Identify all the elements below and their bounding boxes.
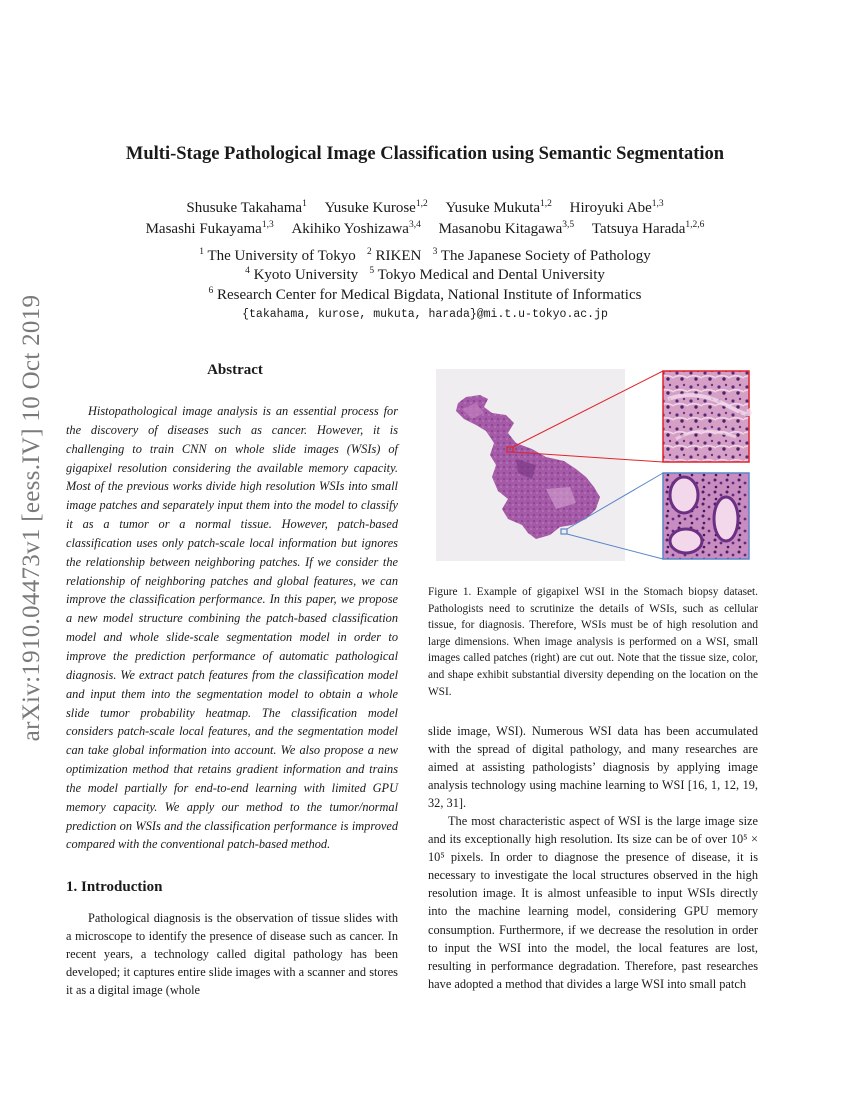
author: Akihiko Yoshizawa$^{3,4}$ xyxy=(291,220,421,237)
abstract-body: Histopathological image analysis is an essential process for the discovery of diseases such as cancer. However, it is challenging to train CNN on whole slide images (WSIs) of gigapixel resolution considering the available memory capacity. Most of the previous works divide high resolution WSIs into small image patches and separately input them into the model to classify it as a tumor or a normal tissue. However, patch-based classification uses only patch-scale local information but ignores the relationship between neighboring patches. If we consider the relationship of neighboring patches and global features, we can improve the classification performance. In this paper, we propose a new model structure combining the patch-based classification model and whole slide-scale segmentation model in order to improve the prediction performance of automatic pathological diagnosis. We extract patch features from the classification model and input them into the segmentation model to obtain a whole slide tumor probability heatmap. The classification model considers patch-scale local features, and the segmentation model can take global information into account. We also propose a new optimization method that retains gradient information and trains the model partially for end-to-end learning with limited GPU memory capacity. We apply our method to the tumor/normal prediction on WSIs and the classification performance is improved compared with the conventional patch-based method. xyxy=(66,404,398,852)
section-heading-introduction: 1. Introduction xyxy=(66,879,163,895)
body-paragraph: slide image, WSI). Numerous WSI data has been accumulated with the spread of digital pathology, and many researches are aimed at assisting pathologists’ diagnosis by applying image analysis technology using machine learning to WSI [16, 1, 12, 19, 32, 31]. xyxy=(428,724,758,811)
introduction-body: Pathological diagnosis is the observation of tissue slides with a microscope to identify the presence of disease such as cancer. In recent years, a technology called digital pathology has been developed; it captures entire slide images with a scanner and stores it as a digital image (whole xyxy=(66,911,398,998)
affiliation-line-2: $^4$ Kyoto University $^5$ Tokyo Medical and Dental University xyxy=(245,266,605,283)
paper-title: Multi-Stage Pathological Image Classification using Semantic Segmentation xyxy=(125,144,725,164)
author: Yusuke Mukuta$^{1,2}$ xyxy=(445,199,552,216)
inline-math: 10⁵ × 10⁵ xyxy=(428,832,758,865)
affiliation-line-3: $^6$ Research Center for Medical Bigdata, National Institute of Informatics xyxy=(208,286,642,303)
affiliation-line-1: $^1$ The University of Tokyo $^2$ RIKEN $^3$ The Japanese Society of Pathology xyxy=(199,247,651,264)
author-line-1 xyxy=(60,200,790,217)
author: Tatsuya Harada$^{1,2,6}$ xyxy=(591,220,705,237)
author-line-2 xyxy=(60,221,790,238)
author: Shusuke Takahama$^1$ xyxy=(186,199,307,216)
figure-wsi-patches xyxy=(436,369,752,561)
author: Masanobu Kitagawa$^{3,5}$ xyxy=(438,220,575,237)
arxiv-stamp-text: arXiv:1910.04473v1 [eess.IV] 10 Oct 2019 xyxy=(18,294,45,742)
author-emails: {takahama, kurose, mukuta, harada}@mi.t.u-tokyo.ac.jp xyxy=(242,308,608,321)
author: Masashi Fukayama$^{1,3}$ xyxy=(145,220,274,237)
figure-graphic xyxy=(436,369,752,561)
author: Yusuke Kurose$^{1,2}$ xyxy=(324,199,428,216)
abstract-heading: Abstract xyxy=(207,362,263,378)
author: Hiroyuki Abe$^{1,3}$ xyxy=(569,199,664,216)
body-paragraph: The most characteristic aspect of WSI is the large image size and its exceptionally high resolution. Its size can be of over 10⁵ × 10⁵ pixels. In order to diagnose the presence of disease, it is necessary to investigate the local structures observed in the high resolution image. It is almost unfeasible to input WSIs directly into the machine learning model, considering GPU memory consumption. Furthermore, if we decrease the resolution in order to input the WSI into the model, the local features are lost, resulting in performance degradation. Therefore, past researches have adopted a method that divides a large WSI into small patch xyxy=(428,814,758,991)
patch-top xyxy=(663,371,749,462)
figure-caption: Figure 1. Example of gigapixel WSI in the Stomach biopsy dataset. Pathologists need to scrutinize the details of WSIs, such as cellular tissue, for diagnosis. Therefore, WSIs must be of high resolution and large dimensions. When image analysis is performed on a WSI, small images called patches (right) are cut out. Note that the tissue size, color, and shape exhibit substantial diversity depending on the location on the WSI. xyxy=(428,586,758,698)
arxiv-stamp xyxy=(10,268,54,768)
